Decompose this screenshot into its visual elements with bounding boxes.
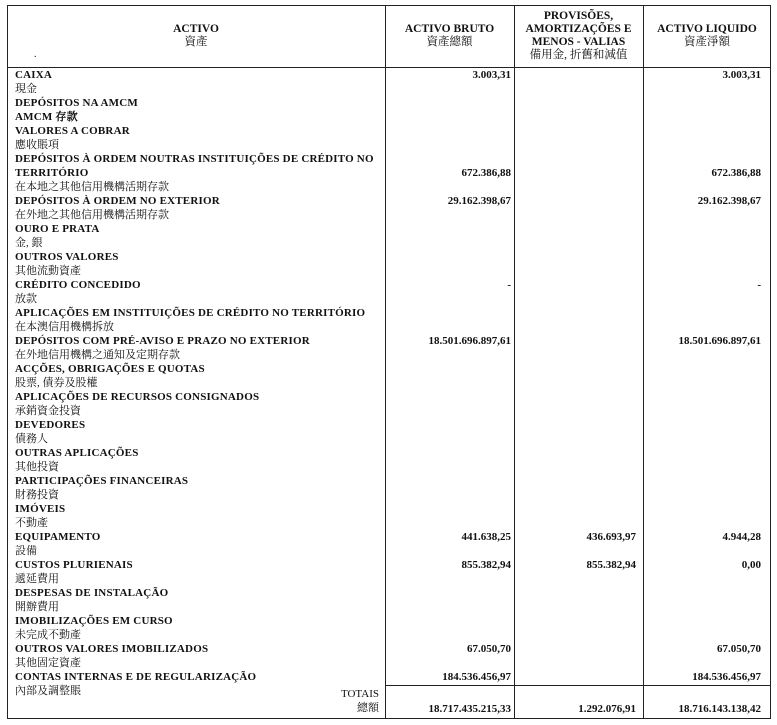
- row-value-liquido: 184.536.456,97: [692, 671, 761, 683]
- row-value-liquido: 3.003,31: [722, 69, 761, 81]
- row-label-pt: VALORES A COBRAR: [15, 125, 130, 137]
- row-label-pt: DEPÓSITOS NA AMCM: [15, 97, 138, 109]
- row-label-zh: 應收賬項: [15, 139, 59, 151]
- row-label-pt: CRÉDITO CONCEDIDO: [15, 279, 141, 291]
- row-value-liquido: 4.944,28: [722, 531, 761, 543]
- row-label-pt: IMÓVEIS: [15, 503, 66, 515]
- row-label-pt: PARTICIPAÇÕES FINANCEIRAS: [15, 475, 189, 487]
- row-value-liquido: 18.501.696.897,61: [678, 335, 761, 347]
- row-label-zh: 遞延費用: [15, 573, 59, 585]
- row-value-bruto: 184.536.456,97: [442, 671, 511, 683]
- row-value-bruto: 3.003,31: [472, 69, 511, 81]
- total-liquido: 18.716.143.138,42: [678, 703, 761, 715]
- row-label-pt: OURO E PRATA: [15, 223, 100, 235]
- header-activo: [7, 5, 385, 67]
- row-label-zh: 其他投資: [15, 461, 59, 473]
- row-label-zh: 放款: [15, 293, 37, 305]
- row-label-zh: 未完成不動產: [15, 629, 81, 641]
- header-liquido-pt: ACTIVO LIQUIDO: [657, 23, 757, 35]
- row-label-zh: 在本地之其他信用機構活期存款: [15, 181, 169, 193]
- row-value-bruto: 441.638,25: [461, 531, 511, 543]
- row-label-zh: 開辦費用: [15, 601, 59, 613]
- row-label-zh: 其他固定資產: [15, 657, 81, 669]
- header-bruto-zh: 資產總額: [426, 36, 473, 48]
- totals-top-border: [385, 685, 771, 686]
- row-label-zh: 財務投資: [15, 489, 59, 501]
- row-label-zh: 設備: [15, 545, 37, 557]
- col-divider-2: [514, 5, 515, 719]
- row-value-liquido: 672.386,88: [711, 167, 761, 179]
- row-label-pt: EQUIPAMENTO: [15, 531, 101, 543]
- right-border: [770, 5, 771, 719]
- row-label-pt: ACÇÕES, OBRIGAÇÕES E QUOTAS: [15, 363, 205, 375]
- row-value-provisoes: 855.382,94: [586, 559, 636, 571]
- row-label-zh: 金, 銀: [15, 237, 43, 249]
- row-value-bruto: 67.050,70: [467, 643, 511, 655]
- col-divider-3: [643, 5, 644, 719]
- row-label-pt: APLICAÇÕES EM INSTITUIÇÕES DE CRÉDITO NO TERRITÓRIO: [15, 307, 366, 319]
- header-bruto-pt: ACTIVO BRUTO: [404, 23, 495, 35]
- row-label-zh: 股票, 債券及股權: [15, 377, 98, 389]
- header-provisoes-line3: MENOS - VALIAS: [531, 36, 626, 48]
- row-label-zh: 不動產: [15, 517, 48, 529]
- col-divider-1: [385, 5, 386, 719]
- row-label-zh: 債務人: [15, 433, 48, 445]
- totals-label-zh: 總額: [357, 702, 379, 714]
- row-label-zh: 在本澳信用機構拆放: [15, 321, 114, 333]
- row-label-pt: CAIXA: [15, 69, 53, 81]
- row-label-pt: CONTAS INTERNAS E DE REGULARIZAÇÃO: [15, 671, 257, 683]
- row-label-pt: DEVEDORES: [15, 419, 86, 431]
- row-label-pt: AMCM 存款: [15, 111, 78, 123]
- row-label-pt: OUTROS VALORES IMOBILIZADOS: [15, 643, 209, 655]
- header-mark: .: [34, 49, 37, 60]
- row-value-bruto: 855.382,94: [461, 559, 511, 571]
- row-label-pt: DEPÓSITOS À ORDEM NO EXTERIOR: [15, 195, 220, 207]
- row-label-pt: TERRITÓRIO: [15, 167, 89, 179]
- row-label-pt: APLICAÇÕES DE RECURSOS CONSIGNADOS: [15, 391, 260, 403]
- row-value-liquido: -: [757, 279, 761, 291]
- header-bruto: [385, 5, 514, 67]
- row-value-bruto: 18.501.696.897,61: [428, 335, 511, 347]
- row-label-pt: DEPÓSITOS À ORDEM NOUTRAS INSTITUIÇÕES DE CRÉDITO NO: [15, 153, 374, 165]
- row-label-pt: IMOBILIZAÇÕES EM CURSO: [15, 615, 173, 627]
- row-label-zh: 內部及調整賬: [15, 685, 81, 697]
- row-value-bruto: -: [507, 279, 511, 291]
- row-label-pt: OUTRAS APLICAÇÕES: [15, 447, 139, 459]
- bottom-border: [7, 718, 771, 719]
- totals-label-pt: TOTAIS: [340, 688, 379, 700]
- row-label-zh: 現金: [15, 83, 37, 95]
- row-label-zh: 在外地之其他信用機構活期存款: [15, 209, 169, 221]
- header-activo-pt: ACTIVO: [173, 23, 219, 35]
- balance-sheet: [7, 5, 771, 719]
- row-label-pt: DEPÓSITOS COM PRÉ-AVISO E PRAZO NO EXTERIOR: [15, 335, 310, 347]
- total-bruto: 18.717.435.215,33: [428, 703, 511, 715]
- row-value-provisoes: 436.693,97: [586, 531, 636, 543]
- row-value-liquido: 0,00: [741, 559, 761, 571]
- row-value-bruto: 672.386,88: [461, 167, 511, 179]
- row-value-liquido: 67.050,70: [717, 643, 761, 655]
- total-provisoes: 1.292.076,91: [578, 703, 636, 715]
- row-label-pt: CUSTOS PLURIENAIS: [15, 559, 133, 571]
- header-provisoes: [514, 5, 643, 67]
- row-value-liquido: 29.162.398,67: [697, 195, 761, 207]
- header-provisoes-zh: 備用金, 折舊和減值: [529, 49, 628, 61]
- header-provisoes-line1: PROVISÕES,: [543, 10, 614, 22]
- row-value-bruto: 29.162.398,67: [447, 195, 511, 207]
- row-label-zh: 其他流動資產: [15, 265, 81, 277]
- row-label-pt: OUTROS VALORES: [15, 251, 119, 263]
- row-label-zh: 在外地信用機構之通知及定期存款: [15, 349, 180, 361]
- header-provisoes-line2: AMORTIZAÇÕES E: [525, 23, 632, 35]
- left-border: [7, 5, 8, 719]
- row-label-pt: DESPESAS DE INSTALAÇÃO: [15, 587, 169, 599]
- header-liquido: [643, 5, 771, 67]
- header-activo-zh: 資產: [184, 36, 208, 48]
- header-liquido-zh: 資產淨額: [684, 36, 730, 48]
- row-label-zh: 承銷資金投資: [15, 405, 81, 417]
